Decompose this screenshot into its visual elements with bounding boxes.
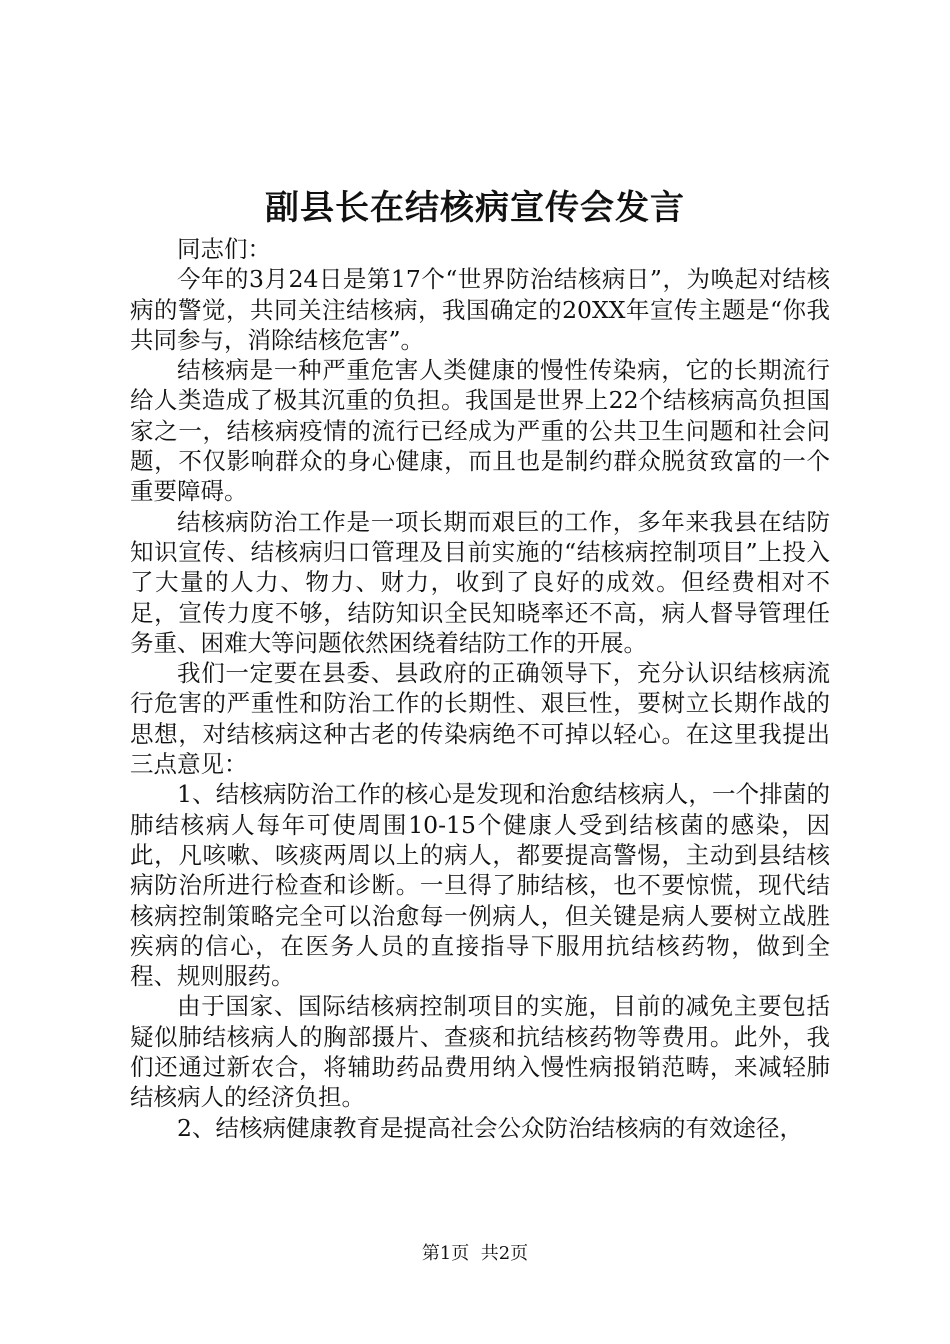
document-title: 副县长在结核病宣传会发言 [265, 188, 685, 228]
document-body [130, 234, 830, 1143]
paragraph-point-2: 2、结核病健康教育是提高社会公众防治结核病的有效途径， [177, 1113, 803, 1142]
greeting: 同志们： [177, 235, 271, 263]
paragraph-3: 结核病防治工作是一项长期而艰巨的工作，多年来我县在结防知识宣传、结核病归口管理及目前实施的“结核病控制项目”上投入了大量的人力、物力、财力，收到了良好的成效。但经费相对不足，宣传力度不够，结防知识全民知晓率还不高，病人督导管理任务重、困难大等问题依然困绕着结防工作的开展。 [130, 507, 830, 657]
page-footer [0, 1242, 950, 1266]
page-total: 共2页 [480, 1243, 529, 1264]
page-number: 第1页 [421, 1243, 470, 1264]
footer-spacer [469, 1243, 480, 1264]
paragraph-point-1: 1、结核病防治工作的核心是发现和治愈结核病人，一个排菌的肺结核病人每年可使周围10-15个健康人受到结核菌的感染，因此，凡咳嗽、咳痰两周以上的病人，都要提高警惕，主动到县结核病防治所进行检查和诊断。一旦得了肺结核，也不要惊慌，现代结核病控制策略完全可以治愈每一例病人，但关键是病人要树立战胜疾病的信心，在医务人员的直接指导下服用抗结核药物，做到全程、规则服药。 [130, 780, 830, 991]
paragraph-4: 我们一定要在县委、县政府的正确领导下，充分认识结核病流行危害的严重性和防治工作的长期性、艰巨性，要树立长期作战的思想，对结核病这种古老的传染病绝不可掉以轻心。在这里我提出三点意见： [130, 659, 830, 779]
paragraph-1: 今年的3月24日是第17个“世界防治结核病日”，为唤起对结核病的警觉，共同关注结核病，我国确定的20XX年宣传主题是“你我共同参与，消除结核危害”。 [130, 265, 830, 354]
paragraph-2: 结核病是一种严重危害人类健康的慢性传染病，它的长期流行给人类造成了极其沉重的负担。我国是世界上22个结核病高负担国家之一，结核病疫情的流行已经成为严重的公共卫生问题和社会问题，不仅影响群众的身心健康，而且也是制约群众脱贫致富的一个重要障碍。 [130, 356, 830, 506]
paragraph-6: 由于国家、国际结核病控制项目的实施，目前的减免主要包括疑似肺结核病人的胸部摄片、查痰和抗结核药物等费用。此外，我们还通过新农合，将辅助药品费用纳入慢性病报销范畴，来减轻肺结核病人的经济负担。 [130, 992, 830, 1112]
